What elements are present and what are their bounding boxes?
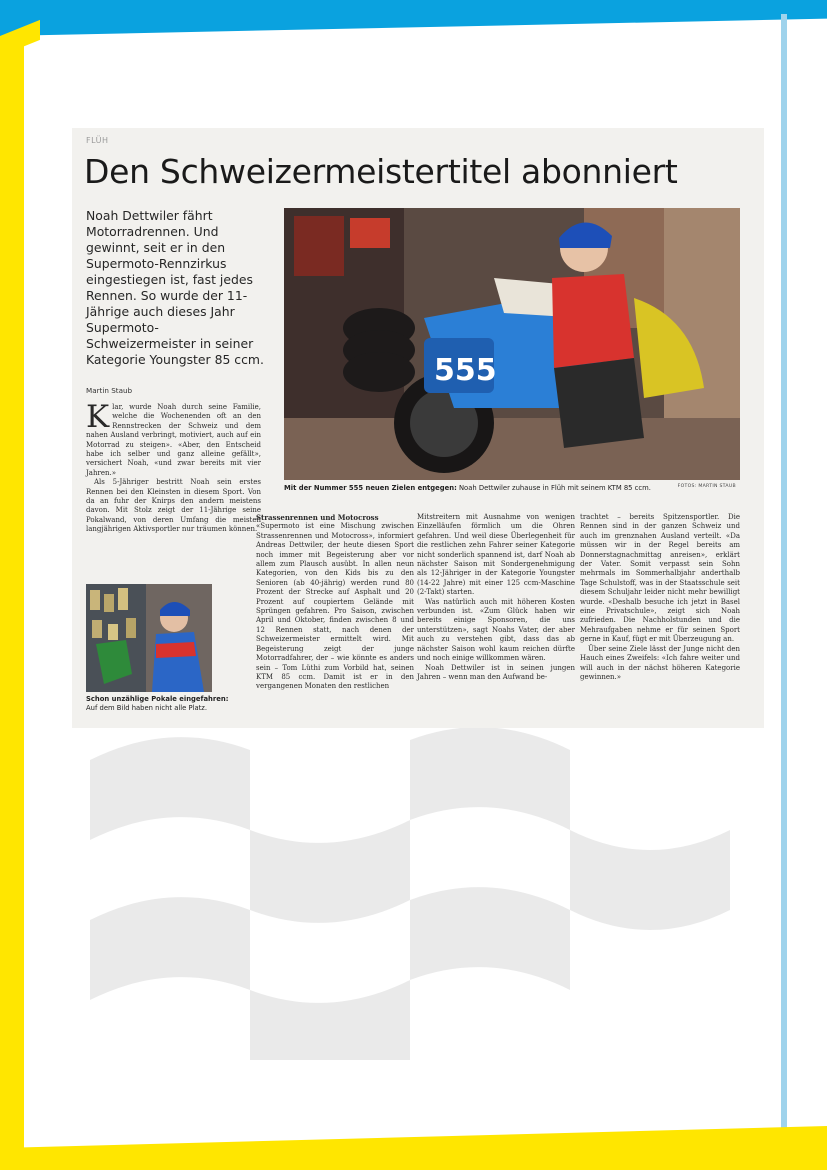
text-column-1 bbox=[86, 399, 261, 535]
subheading: Strassenrennen und Motocross bbox=[256, 513, 379, 522]
left-yellow-bar bbox=[0, 44, 24, 1170]
main-caption-bold: Mit der Nummer 555 neuen Zielen entgegen: bbox=[284, 484, 457, 492]
headline: Den Schweizermeistertitel abonniert bbox=[84, 152, 678, 191]
photo-credit: FOTOS: MARTIN STAUB bbox=[677, 484, 736, 489]
section-tag: FLÜH bbox=[86, 136, 109, 145]
small-caption-text: Auf dem Bild haben nicht alle Platz. bbox=[86, 703, 208, 712]
text-column-4 bbox=[580, 513, 740, 682]
column-2-paragraph-1: «Supermoto ist eine Mischung zwischen Strassenrennen und Motocross», informiert Andreas Dettwiler, der heute diesen Sport noch immer mit Begeisterung aber vor allem zum Plausch ausübt. In allen neun Kategorien, von den Kids bis zu den Senioren (ab 40-jährig) werden rund 80 Prozent der Strecke auf Asphalt und 20 Prozent auf coupiertem Gelände mit Sprüngen gefahren. Pro Saison, zwischen April und Oktober, finden zwischen 8 und 12 Rennen statt, nach denen der Schweizermeister ermittelt wird. Mit Begeisterung zeigt der junge Motorradfahrer, der – wie könnte es anders sein – Tom Lüthi zum Vorbild hat, seinen KTM 85 ccm. Damit ist er in den vergangenen Monaten den restlichen bbox=[256, 522, 414, 691]
column-1-paragraph-2: Als 5-Jähriger bestritt Noah sein erstes Rennen bei den Kleinsten in diesem Sport. Von da an fuhr der Knirps den andern meistens davon. Mit Stolz zeigt der 11-Jährige seine Pokalwand, von deren Umfang die meisten langjährigen Aktivsportler nur träumen können. bbox=[86, 478, 261, 534]
main-photo bbox=[284, 208, 740, 480]
top-blue-bar bbox=[0, 0, 827, 44]
trophy-photo-caption bbox=[86, 695, 261, 712]
column-4-paragraph-1: trachtet – bereits Spitzensportler. Die Rennen sind in der ganzen Schweiz und auch im grenznahen Ausland verteilt. «Da müssen wir in der Regel bereits am Donnerstagnachmittag anreisen», erklärt der Vater. Somit verpasst sein Sohn mehrmals im Sommerhalbjahr anderthalb Tage Schulstoff, was in der Staatsschule seit diesem Schuljahr leider nicht mehr bewilligt wurde. «Deshalb besuche ich jetzt in Basel eine Privatschule», zeigt sich Noah zufrieden. Die Nachholstunden und die Mehraufgaben nehme er für seinen Sport gerne in Kauf, fügt er mit Überzeugung an. bbox=[580, 513, 740, 644]
drop-cap: K bbox=[86, 399, 110, 435]
main-photo-caption bbox=[284, 484, 740, 492]
column-3-paragraph-1: Mitstreitern mit Ausnahme von wenigen Einzelläufen förmlich um die Ohren gefahren. Und weil diese Überlegenheit für die restlichen zehn Fahrer seiner Kategorie nicht sonderlich spannend ist, darf Noah ab nächster Saison mit Sondergenehmigung als 12-Jähriger in der Kategorie Youngster (14-22 Jahre) mit einer 125 ccm-Maschine (2-Takt) starten. bbox=[417, 513, 575, 597]
text-column-2 bbox=[256, 513, 414, 692]
column-1-paragraph-1 bbox=[86, 399, 261, 478]
small-caption-bold: Schon unzählige Pokale eingefahren: bbox=[86, 695, 229, 703]
column-4-paragraph-2: Über seine Ziele lässt der Junge nicht den Hauch eines Zweifels: «Ich fahre weiter und will auch in der nächst höheren Kategorie gewinnen.» bbox=[580, 644, 740, 681]
trophy-photo bbox=[86, 584, 212, 692]
column-3-paragraph-3: Noah Dettwiler ist in seinen jungen Jahren – wenn man den Aufwand be- bbox=[417, 663, 575, 681]
main-caption-text: Noah Dettwiler zuhause in Flüh mit seinem KTM 85 ccm. bbox=[456, 484, 651, 492]
checkered-flag-watermark bbox=[90, 720, 730, 1060]
bottom-yellow-bar bbox=[0, 1126, 827, 1170]
column-1-paragraph-1-text: lar, wurde Noah durch seine Familie, welche die Wochenenden oft an den Rennstrecken der Schweiz und dem nahen Ausland verbringt, motiviert, auch auf ein Motorrad zu steigen». «Aber, den Entscheid habe ich selber und ganz alleine gefällt», versichert Noah, «und zwar bereits mit vier Jahren.» bbox=[86, 403, 261, 477]
text-column-3 bbox=[417, 513, 575, 682]
lead-paragraph: Noah Dettwiler fährt Motorradrennen. Und gewinnt, seit er in den Supermoto-Rennzirkus eingestiegen ist, fast jedes Rennen. So wurde der 11-Jährige auch dieses Jahr Supermoto-Schweizermeister in seiner Kategorie Youngster 85 ccm. bbox=[86, 208, 264, 367]
newspaper-clipping bbox=[72, 128, 764, 728]
author-byline: Martin Staub bbox=[86, 386, 133, 395]
column-3-paragraph-2: Was natürlich auch mit höheren Kosten verbunden ist. «Zum Glück haben wir bereits einige Sponsoren, die uns unterstützen», sagt Noahs Vater, der aber auch zu verstehen gibt, dass das ab nächster Saison wohl kaum reichen dürfte und noch einige willkommen wären. bbox=[417, 597, 575, 663]
right-blue-line bbox=[781, 14, 787, 1144]
bike-number: 555 bbox=[434, 353, 497, 388]
